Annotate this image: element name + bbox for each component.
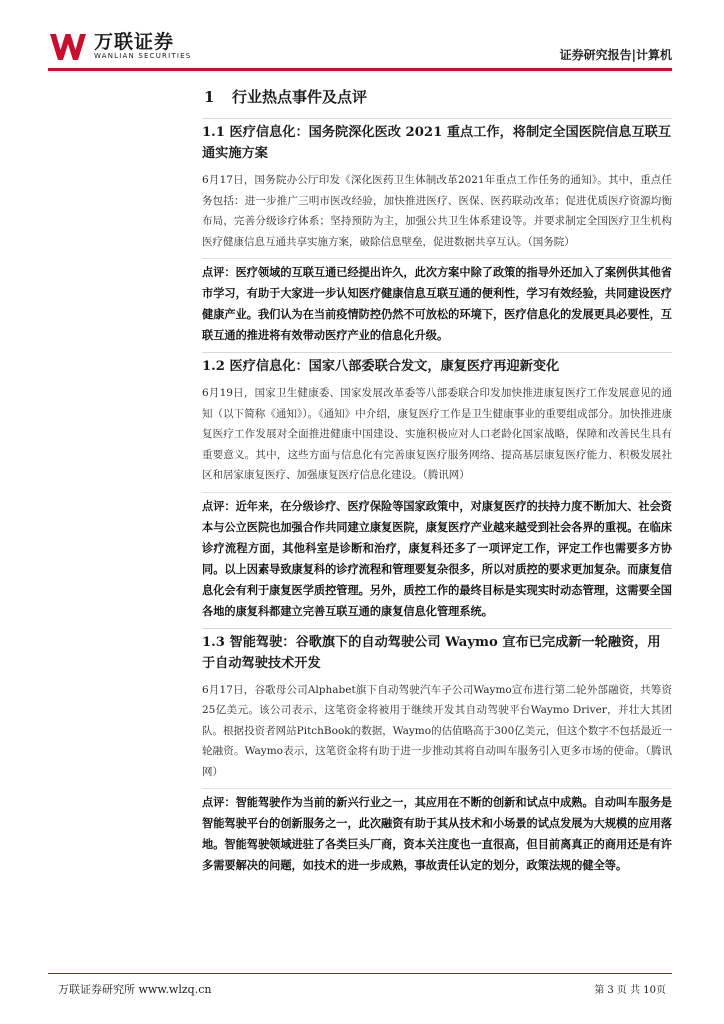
report-type-label: 证券研究报告|计算机	[559, 48, 672, 62]
page-header	[0, 0, 724, 72]
section-heading	[204, 86, 672, 108]
report-content	[202, 80, 672, 882]
news-paragraph: 6月17日，国务院办公厅印发《深化医药卫生体制改革2021年重点工作任务的通知》。其中，重点任务包括：进一步推广三明市医改经验，加快推进医疗、医保、医药联动改革；促进优质医疗资源均衡布局，完善分级诊疗体系；坚持预防为主，加强公共卫生体系建设等。并要求制定全国医疗卫生机构医疗健康信息互通共享实施方案，破除信息壁垒，促进数据共享互认。（国务院）	[202, 174, 672, 248]
company-logo	[48, 30, 191, 70]
section-number: 1	[204, 88, 215, 106]
section-title: 行业热点事件及点评	[232, 88, 368, 106]
commentary-paragraph: 点评：医疗领域的互联互通已经提出许久，此次方案中除了政策的指导外还加入了案例供其他省市学习，有助于大家进一步认知医疗健康信息互联互通的便利性，学习有效经验，共同建设医疗健康产业。我们认为在当前疫情防控仍然不可放松的环境下，医疗信息化的发展更具必要性，互联互通的推进将有效带动医疗产业的信息化升级。	[202, 258, 672, 346]
footer-divider	[48, 973, 672, 974]
footer-source: 万联证券研究所 www.wlzq.cn	[58, 983, 212, 996]
header-divider	[48, 68, 672, 71]
news-paragraph: 6月19日，国家卫生健康委、国家发展改革委等八部委联合印发加快推进康复医疗工作发展意见的通知（以下简称《通知》）。《通知》中介绍，康复医疗工作是卫生健康事业的重要组成部分。加快推进康复医疗工作发展对全面推进健康中国建设、实施积极应对人口老龄化国家战略，保障和改善民生具有重要意义。其中，这些方面与信息化有完善康复医疗服务网络、提高基层康复医疗能力、积极发展社区和居家康复医疗、加强康复医疗信息化建设。（腾讯网）	[202, 387, 672, 481]
logo-english-name: WANLIAN SECURITIES	[94, 52, 192, 60]
subsection-title: 1.3 智能驾驶：谷歌旗下的自动驾驶公司 Waymo 宣布已完成新一轮融资，用于自动驾驶技术开发	[202, 628, 672, 674]
commentary-paragraph: 点评：智能驾驶作为当前的新兴行业之一，其应用在不断的创新和试点中成熟。自动叫车服务是智能驾驶平台的创新服务之一，此次融资有助于其从技术和小场景的试点发展为大规模的应用落地。智能驾驶领域进驻了各类巨头厂商，资本关注度也一直很高，但目前离真正的商用还是有许多需要解决的问题，如技术的进一步成熟，事故责任认定的划分，政策法规的健全等。	[202, 788, 672, 876]
subsection-title: 1.2 医疗信息化：国家八部委联合发文，康复医疗再迎新变化	[202, 352, 672, 377]
commentary-paragraph: 点评：近年来，在分级诊疗、医疗保险等国家政策中，对康复医疗的扶持力度不断加大、社会资本与公立医院也加强合作共同建立康复医院，康复医疗产业越来越受到社会各界的重视。在临床诊疗流程方面，其他科室是诊断和治疗，康复科还多了一项评定工作，评定工作也需要多方协同。以上因素导致康复科的诊疗流程和管理要复杂很多，所以对质控的要求更加复杂。而康复信息化会有利于康复医学质控管理。另外，质控工作的最终目标是实现实时动态管理，这需要全国各地的康复科都建立完善互联互通的康复信息化管理系统。	[202, 492, 672, 622]
news-paragraph: 6月17日，谷歌母公司Alphabet旗下自动驾驶汽车子公司Waymo宣布进行第二轮外部融资，共筹资25亿美元。该公司表示，这笔资金将被用于继续开发其自动驾驶平台Waymo Driver，并壮大其团队。根据投资者网站PitchBook的数据，Waymo的估值略高于300亿美元，但这个数字不包括最近一轮融资。Waymo表示，这笔资金将有助于进一步推动其将自动叫车服务引入更多市场的使命。（腾讯网）	[202, 683, 672, 778]
logo-chinese-name: 万联证券	[94, 31, 175, 53]
subsection-title: 1.1 医疗信息化：国务院深化医改 2021 重点工作，将制定全国医院信息互联互通实施方案	[202, 118, 672, 164]
wanlian-logo-icon	[48, 30, 88, 64]
page-number: 第 3 页 共 10页	[594, 985, 666, 996]
